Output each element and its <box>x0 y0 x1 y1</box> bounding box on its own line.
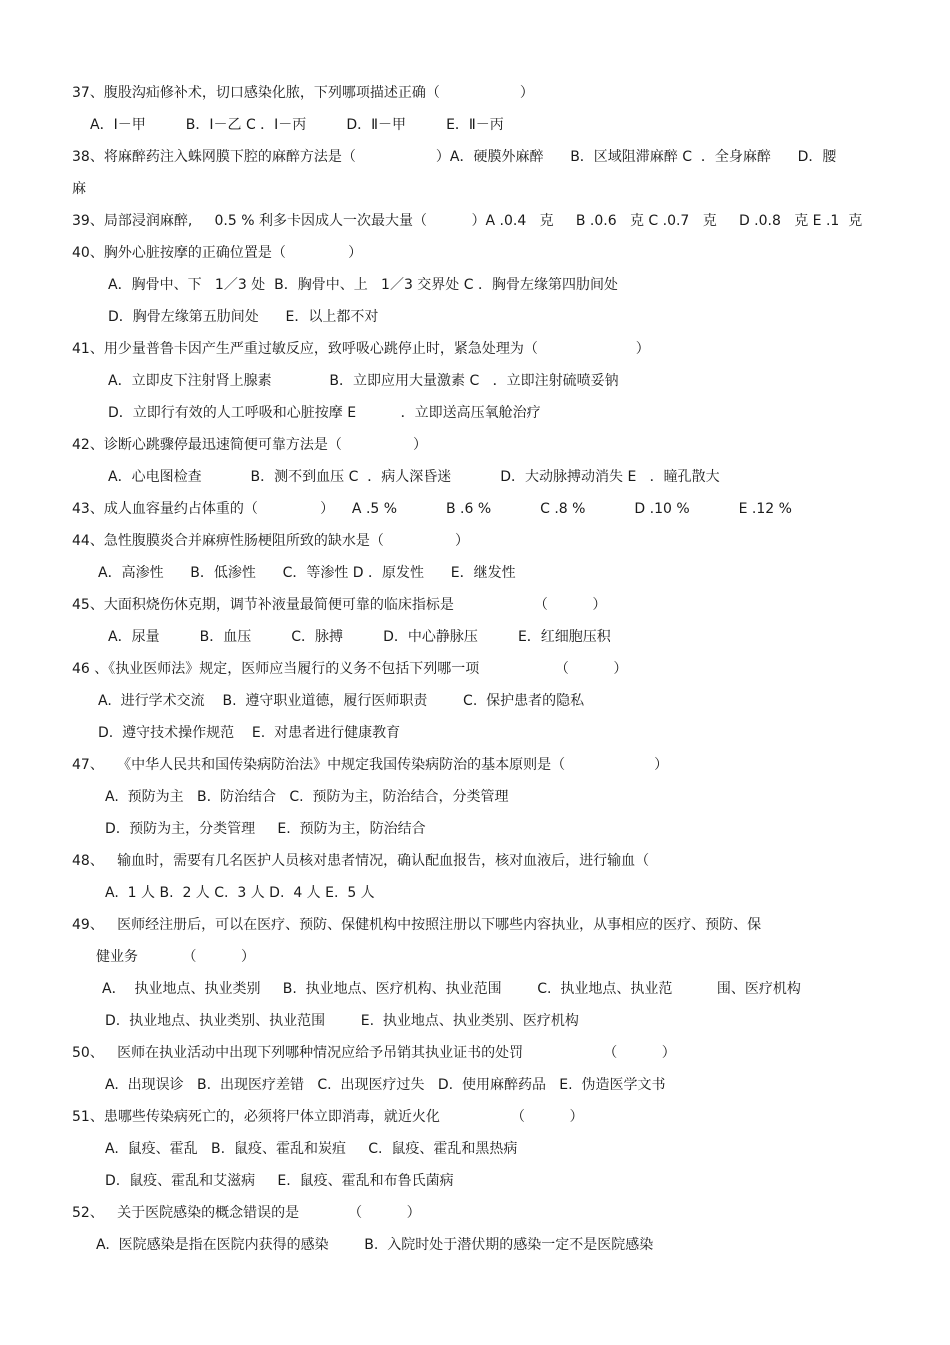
options-49-a: A． 执业地点、执业类别 B. 执业地点、医疗机构、执业范围 C. 执业地点、执业范 围、医疗机构 <box>102 981 801 997</box>
options-49-b: D. 执业地点、执业类别、执业范围 E. 执业地点、执业类别、医疗机构 <box>105 1013 579 1029</box>
question-52: 52、 关于医院感染的概念错误的是 （ ） <box>72 1205 421 1221</box>
question-40: 40、胸外心脏按摩的正确位置是（ ） <box>72 245 363 261</box>
options-42: A．心电图检查 B．测不到血压 C ．病人深昏迷 D．大动脉搏动消失 E ．瞳孔散大 <box>108 469 720 485</box>
question-39: 39、局部浸润麻醉, 0.5 % 利多卡因成人一次最大量（ ）A .0.4 克 B .0.6 克 C .0.7 克 D .0.8 克 E .1 克 <box>72 213 863 229</box>
question-49: 49、 医师经注册后，可以在医疗、预防、保健机构中按照注册以下哪些内容执业，从事相应的医疗、预防、保 <box>72 917 762 933</box>
question-50: 50、 医师在执业活动中出现下列哪种情况应给予吊销其执业证书的处罚 （ ） <box>72 1045 676 1061</box>
question-51: 51、患哪些传染病死亡的，必须将尸体立即消毒，就近火化 （ ） <box>72 1109 584 1125</box>
options-46-b: D. 遵守技术操作规范 E. 对患者进行健康教育 <box>98 725 401 741</box>
options-40-a: A．胸骨中、下 1／3 处 B．胸骨中、上 1／3 交界处 C ．胸骨左缘第四肋间处 <box>108 277 618 293</box>
options-44: A．高渗性 B．低渗性 C．等渗性 D ．原发性 E．继发性 <box>98 565 516 581</box>
options-41-b: D．立即行有效的人工呼吸和心脏按摩 E ．立即送高压氧舱治疗 <box>108 405 541 421</box>
question-38-wrap: 麻 <box>72 181 86 197</box>
options-41-a: A．立即皮下注射肾上腺素 B．立即应用大量激素 C ．立即注射硫喷妥钠 <box>108 373 619 389</box>
question-46: 46 、《执业医师法》规定，医师应当履行的义务不包括下列哪一项 （ ） <box>72 661 628 677</box>
options-37: A．Ⅰ－甲 B．Ⅰ－乙 C ．Ⅰ－丙 D．Ⅱ－甲 E．Ⅱ－丙 <box>90 117 504 133</box>
options-52-a: A. 医院感染是指在医院内获得的感染 B. 入院时处于潜伏期的感染一定不是医院感染 <box>96 1237 654 1253</box>
question-49-wrap: 健业务 （ ） <box>96 949 256 965</box>
question-43: 43、成人血容量约占体重的（ ） A .5 % B .6 % C .8 % D .10 % E .12 % <box>72 501 792 517</box>
options-40-b: D．胸骨左缘第五肋间处 E．以上都不对 <box>108 309 379 325</box>
options-50: A. 出现误诊 B. 出现医疗差错 C. 出现医疗过失 D. 使用麻醉药品 E. 伪造医学文书 <box>105 1077 666 1093</box>
question-42: 42、诊断心跳骤停最迅速简便可靠方法是（ ） <box>72 437 428 453</box>
options-47-a: A. 预防为主 B. 防治结合 C. 预防为主，防治结合，分类管理 <box>105 789 509 805</box>
options-45: A．尿量 B．血压 C．脉搏 D．中心静脉压 E．红细胞压积 <box>108 629 611 645</box>
options-46-a: A. 进行学术交流 B. 遵守职业道德，履行医师职责 C. 保护患者的隐私 <box>98 693 585 709</box>
question-47: 47、 《中华人民共和国传染病防治法》中规定我国传染病防治的基本原则是（ ） <box>72 757 669 773</box>
options-48: A. 1 人 B. 2 人 C. 3 人 D. 4 人 E. 5 人 <box>105 885 375 901</box>
question-44: 44、急性腹膜炎合并麻痹性肠梗阻所致的缺水是（ ） <box>72 533 470 549</box>
options-51-b: D. 鼠疫、霍乱和艾滋病 E. 鼠疫、霍乱和布鲁氏菌病 <box>105 1173 454 1189</box>
question-41: 41、用少量普鲁卡因产生严重过敏反应，致呼吸心跳停止时，紧急处理为（ ） <box>72 341 650 357</box>
question-38: 38、将麻醉药注入蛛网膜下腔的麻醉方法是（ ）A．硬膜外麻醉 B．区域阻滞麻醉 C ．全身麻醉 D．腰 <box>72 149 837 165</box>
question-37: 37、腹股沟疝修补术，切口感染化脓，下列哪项描述正确（ ） <box>72 85 534 101</box>
question-48: 48、 输血时，需要有几名医护人员核对患者情况，确认配血报告，核对血液后，进行输血（ <box>72 853 650 869</box>
options-51-a: A. 鼠疫、霍乱 B. 鼠疫、霍乱和炭疽 C. 鼠疫、霍乱和黑热病 <box>105 1141 518 1157</box>
options-47-b: D. 预防为主，分类管理 E. 预防为主，防治结合 <box>105 821 426 837</box>
question-45: 45、大面积烧伤休克期，调节补液量最简便可靠的临床指标是 （ ） <box>72 597 607 613</box>
